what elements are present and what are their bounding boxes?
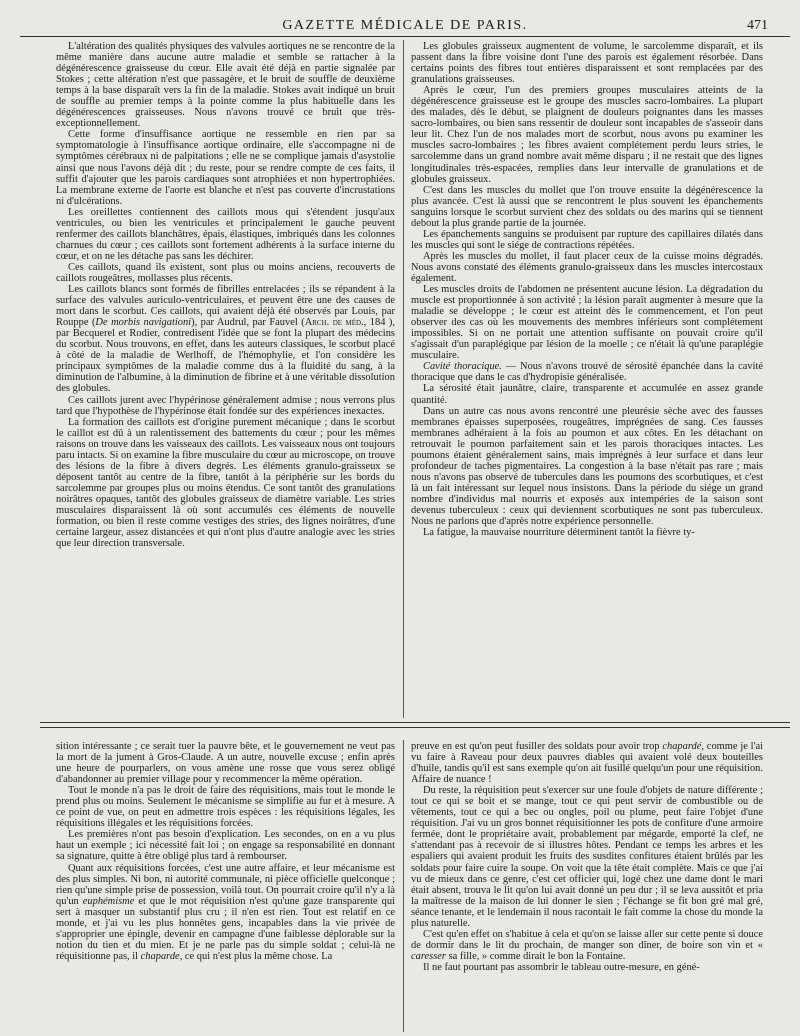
paragraph bbox=[56, 863, 395, 962]
paragraph: Après les muscles du mollet, il faut placer ceux de la cuisse moins dégradés. Nous avons constaté des éléments granulo-graisseux dans les muscles intercostaux également. bbox=[411, 250, 763, 284]
paragraph: Il ne faut pourtant pas assombrir le tableau outre-mesure, en géné- bbox=[423, 961, 700, 973]
column-divider-lower bbox=[403, 740, 404, 1032]
text-run: , ce qui n'est plus la même chose. La bbox=[179, 950, 333, 962]
paragraph: Tout le monde n'a pas le droit de faire des réquisitions, mais tout le monde le prend plus ou moins. Seulement le mécanisme se simplifie au fur et à mesure. A ce point de vue, on peut en admettre trois espèces : les réquisitions légales, les réquisitions illégales et les réquisitions forcées. bbox=[56, 785, 395, 830]
article-column-left bbox=[56, 41, 395, 716]
emphasis: chapardé bbox=[662, 741, 702, 752]
paragraph: sition intéressante ; ce serait tuer la pauvre bête, et le gouvernement ne veut pas la mort de la jument à Gros-Claude. A un autre, nouvelle excuse ; enfin après une heure de pourparlers, on vous amène une rosse que vous serez obligé d'abandonner au premier village pour y recommencer la même opération. bbox=[56, 741, 395, 786]
paragraph: Du reste, la réquisition peut s'exercer sur une foule d'objets de nature différente ; tout ce qui se boit et se mange, tout ce qui peut servir de combustible ou de vêtements, tout ce qui a bec ou ongles, poil ou plume, peut faire l'objet d'une réquisition. J'ai vu un gros bonnet réquisitionner les pots de confiture d'une armoire fermée, dont le propriétaire avait, probablement par mégarde, emporté la clef, ne s'attendant pas à recevoir de si illustres hôtes. Pendant ce temps les arbres et les espaliers qui avaient produit les fruits des susdites confitures étaient brûlés par les soldats pour faire cuire la soupe. On voit que la tête était complète. Mais ce que j'ai vu de mieux dans ce genre, c'est cet officier qui, logé chez une dame dont le mari était absent, trouva le lit qu'on lui avait donné un peu dur ; il se leva aussitôt et pria la maîtresse de la maison de lui donner le sien ; l'échange se fit bon gré mal gré, séance tenante, et le lendemain il nous racontait le fait comme la chose du monde la plus naturelle. bbox=[411, 785, 763, 929]
paragraph bbox=[411, 361, 763, 383]
paragraph: Ces caillots, quand ils existent, sont plus ou moins anciens, recouverts de caillots rougeâtres, mollasses plus récents. bbox=[56, 261, 395, 284]
paragraph bbox=[411, 741, 763, 785]
paragraph: Ces caillots jurent avec l'hypérinose généralement admise ; nous verrons plus tard que l'hypothèse de l'hypérinose était fondée sur des expériences inexactes. bbox=[56, 394, 395, 417]
paragraph: La fatigue, la mauvaise nourriture déterminent tantôt la fièvre ty- bbox=[423, 527, 695, 539]
text-run: preuve en est qu'on peut fusiller des soldats pour avoir trop bbox=[411, 741, 663, 752]
text-run: ), par Audrul, par Fauvel ( bbox=[191, 317, 305, 329]
section-divider-bottom bbox=[40, 727, 790, 728]
paragraph: Les muscles droits de l'abdomen ne présentent aucune lésion. La dégradation du muscle est proportionnée à son activité ; la lésion paraît augmenter à mesure que la maladie se développe ; le cœur est atteint dès le commencement, et l'on peut observer des cas où les mouvements des membres inférieurs sont complétement impossibles. Si on ne portait une attention suffisante on pouvait croire qu'il s'agissait d'un paraplégique par lésion de la moelle ; ce n'était là qu'une paraplégie musculaire. bbox=[411, 284, 763, 362]
text-run: et que le mot réquisition n'est qu'une gaze transparente qui sert à masquer un substantif plus cru ; il n'en est rien. Tout est relatif en ce monde, et j'ai vu les plus honnêtes gens, incapables dans la vie privée de s'approprier une épingle, devenir en campagne d'une faiblesse déplorable sur la notion du tien et du mien. Et je ne parle pas du simple soldat ; celui-là ne réquisitionne pas, il bbox=[56, 895, 395, 962]
paragraph: La sérosité était jaunâtre, claire, transparente et accumulée en assez grande quantité. bbox=[411, 383, 763, 406]
journal-title: GAZETTE MÉDICALE DE PARIS. bbox=[282, 18, 528, 33]
paragraph bbox=[56, 284, 395, 394]
paragraph: Les oreillettes contiennent des caillots mous qui s'étendent jusqu'aux ventricules, ou bien les ventricules et principalement le gauche peuvent renfermer des caillots blanchâtres, épais, élastiques, imbriqués dans les colonnes charnues du cœur ; ces caillots sont fortement adhérents à la surface interne du cœur, et on ne les détache pas sans les déchirer. bbox=[56, 206, 395, 262]
column-divider-upper bbox=[403, 40, 404, 718]
paragraph: Cette forme d'insuffisance aortique ne ressemble en rien par sa symptomatologie à l'insuffisance aortique ordinaire, elle s'accompagne ni de symptômes cérébraux ni de palpitations ; elle ne se complique jamais d'asystolie ainsi que nous l'avons déjà dit ; du reste, pour se rendre compte de ces faits, il suffit d'ajouter que les parois cardiaques sont atrophiées et non hypertrophiées. La membrane externe de l'aorte est blanche et n'est pas couverte d'incrustations ni d'ulcérations. bbox=[56, 129, 395, 207]
paragraph: L'altération des qualités physiques des valvules aortiques ne se rencontre de la même manière dans aucune autre maladie et semble se rattacher à la dégénérescence graisseuse du cœur. Elle avait été déjà en partie signalée par Stokes ; cette altération n'est que passagère, et le bruit de souffle de deuxième temps à la base disparaît vers la fin de la maladie. Stokes avait indiqué un bruit de souffle au premier temps à la pointe comme la plus habituelle dans les dégénérescences graisseuses. Nous n'avons trouvé ce bruit que très-exceptionnellement. bbox=[56, 41, 395, 130]
running-header bbox=[20, 14, 790, 37]
text-run: C'est qu'en effet on s'habitue à cela et qu'on se laisse aller sur cette pente si douce de dormir dans le lit du prochain, de manger son dîner, de boire son vin et « bbox=[411, 928, 763, 951]
citation-journal: Arch. de méd. bbox=[304, 317, 364, 329]
text-run: , 184 ), par Becquerel et Rodier, contredisent l'idée que se font la plupart des médecins du scorbut. Nous trouvons, en effet, dans les auteurs classiques, le scorbut placé à côté de la maladie de Werlhoff, de l'hémophylie, et l'on considère les principaux symptômes de la maladie comme dus à la fluidité du sang, à la diminution de l'albumine, à la diminution de fibrine et à une véritable dissolution des globules. bbox=[56, 317, 395, 395]
feuilleton-column-right bbox=[411, 741, 763, 1029]
paragraph: La formation des caillots est d'origine purement mécanique ; dans le scorbut le caillot est dû à un ralentissement des battements du cœur ; pour les mêmes raisons on trouve dans les vaisseaux des caillots. Les vaisseaux nous ont toujours paru intacts. Si on examine la fibre musculaire du cœur au microscope, on trouve des lésions de la fibre à divers degrés. Les éléments granulo-graisseux se déposent tantôt au centre de la fibre, tantôt à la périphérie sur les bords du sarcolemme par groupes plus ou moins étendus. Ce sont tantôt des granulations noirâtres opaques, tantôt des globules graisseux de diamètre variable. Les stries musculaires disparaissent là où sont accumulés ces éléments de nouvelle formation, ou bien il reste comme vestiges des stries, des lignes noirâtres, d'une certaine largeur, assez distancées et qui n'ont plus d'autre analogie avec les stries que leur direction transversale. bbox=[56, 416, 395, 550]
text-run: Les caillots blancs sont formés de fibrilles entrelacées ; ils se répandent à la surface des valvules auriculo-ventriculaires, et peuvent être une des causes de mort dans le scorbut. Ces caillots, qui avaient déjà été observés par Louis, par Rouppe ( bbox=[56, 284, 395, 329]
paragraph: Dans un autre cas nous avons rencontré une pleurésie sèche avec des fausses membranes épaisses superposées, rougeâtres, imprégnées de sang. Ces fausses membranes adhéraient à la fois au poumon et aux côtes. En les détachant on retrouvait le poumon parfaitement sain et les parois thoraciques intactes. Les poumons étaient généralement sains, mais imprégnés à leur surface et dans leur profondeur de taches pigmentaires. La congestion à la base n'était pas rare ; mais nous n'avons pas observé de tubercules dans les poumons des scorbutiques, et c'est là un fait intéressant sur lequel nous insistons. Dans la période du siége un grand nombre d'individus mal nourris et exposés aux intempéries de la saison sont devenus tuberculeux : ceux qui deviennent scorbutiques ne sont pas tuberculeux. Nous ne parlons que d'après notre expérience personnelle. bbox=[411, 405, 763, 528]
section-heading: Cavité thoracique. bbox=[423, 361, 502, 373]
citation-title: De morbis navigationi bbox=[95, 317, 192, 329]
section-divider-top bbox=[40, 722, 790, 723]
paragraph bbox=[411, 929, 763, 962]
paragraph: Les épanchements sanguins se produisent par rupture des capillaires dilatés dans les muscles qui sont le siége de contractions répétées. bbox=[411, 228, 763, 251]
paragraph: Les premières n'ont pas besoin d'explication. Les secondes, on en a vu plus haut un exemple ; ici nécessité fait loi ; on engage sa responsabilité en donnant sa signature, quitte à être obligé plus tard à rembourser. bbox=[56, 829, 395, 863]
text-run: sa fille, » comme dirait le bon la Fontaine. bbox=[445, 950, 626, 962]
emphasis: chaparde bbox=[140, 950, 180, 962]
text-run: Quant aux réquisitions forcées, c'est une autre affaire, et leur mécanisme est des plus simples. Ni bon, ni autorité communale, ni pièce officielle quelconque ; rien qu'une simple prise de possession, voilà tout. On pourrait croire qu'il n'y a là qu'un bbox=[56, 862, 395, 907]
text-run: — Nous n'avons trouvé de sérosité épanchée dans la cavité thoracique que dans le cas d'hydropisie généralisée. bbox=[411, 361, 763, 384]
page-number: 471 bbox=[747, 18, 768, 33]
emphasis: euphémisme bbox=[82, 895, 135, 907]
text-run: , comme je l'ai vu faire à Raveau pour deux pauvres diables qui avaient volé deux bouteilles d'huile, tandis qu'il est sans exemple qu'on ait fusillé quelqu'un pour une réquisition. Affaire de nuance ! bbox=[411, 741, 763, 786]
paragraph: Les globules graisseux augmentent de volume, le sarcolemme disparaît, et ils passent dans la fibre voisine dont l'une des parois est également résorbée. Dans certains points des fibres tout entières disparaissent et sont remplacées par des granulations graisseuses. bbox=[411, 41, 763, 86]
article-column-right bbox=[411, 41, 763, 716]
paragraph: Après le cœur, l'un des premiers groupes musculaires atteints de la dégénérescence graisseuse est le groupe des muscles sacro-lombaires. La plupart des malades, dès le début, se plaignent de douleurs poignantes dans les masses sacro-lombaires, ou bien sans ressentir de douleur sont incapables de s'asseoir dans leur lit. Chez l'un de nos malades mort de scorbut, nous avons pu examiner les muscles sacro-lombaires ; les fibres avaient complétement perdu leurs stries, le sarcolemme dans un grand nombre avait même disparu ; il ne restait que des lignes longitudinales très-espacées, remplies dans leur intervalle de granulations et de globules graisseux. bbox=[411, 85, 763, 185]
paragraph: C'est dans les muscles du mollet que l'on trouve ensuite la dégénérescence la plus avancée. C'est là aussi que se rencontrent le plus souvent les épanchements sanguins lorsque le scorbut survient chez des soldats ou des marins qui se tiennent debout la plus grande partie de la journée. bbox=[411, 184, 763, 229]
emphasis: caresser bbox=[411, 950, 446, 962]
feuilleton-column-left bbox=[56, 741, 395, 1029]
